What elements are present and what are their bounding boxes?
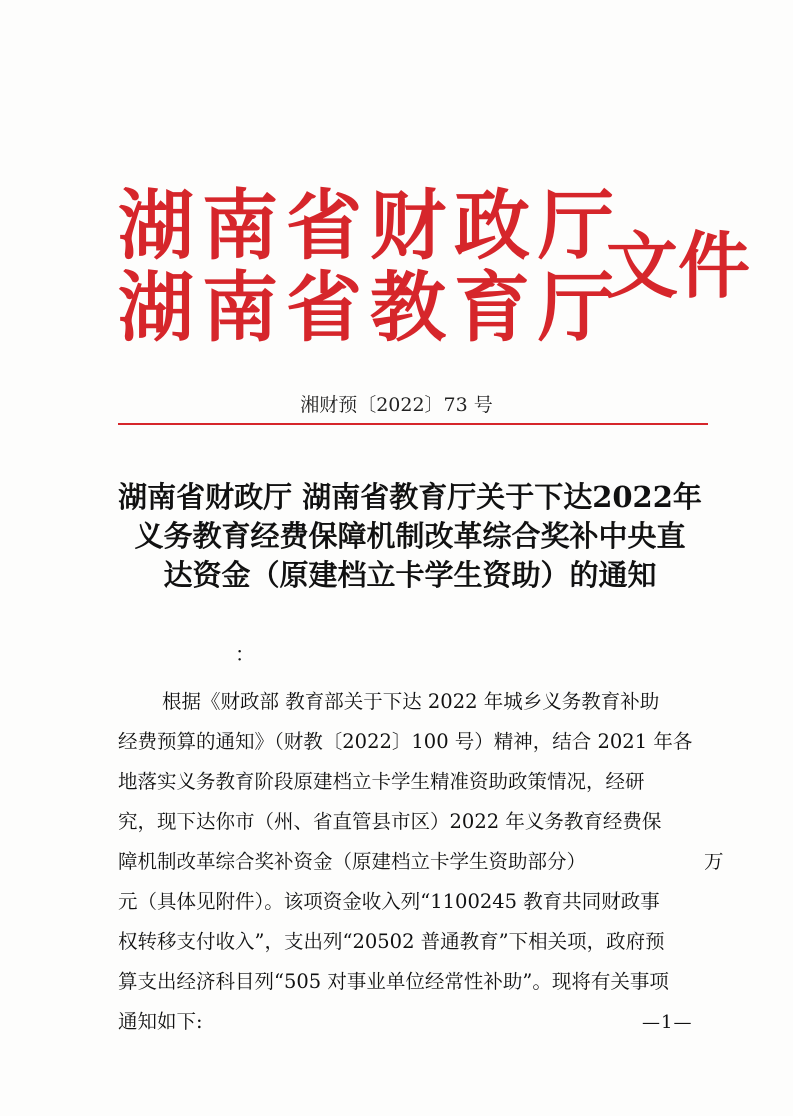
amount-unit: 万: [704, 850, 724, 873]
document-title: [100, 478, 720, 595]
body-line: 根据《财政部 教育部关于下达 2022 年城乡义务教育补助: [162, 690, 660, 713]
document-number: 湘财预〔2022〕73 号: [300, 394, 493, 416]
page-number: —1—: [642, 1012, 693, 1033]
salutation: ：: [235, 642, 255, 666]
document-type-label: 文件: [606, 223, 751, 308]
title-line: 达资金（原建档立卡学生资助）的通知: [163, 558, 657, 592]
title-line: 湖南省财政厅 湖南省教育厅关于下达2022年: [118, 480, 702, 514]
body-line: 权转移支付收入”，支出列“20502 普通教育”下相关项，政府预: [118, 930, 665, 953]
title-line: 义务教育经费保障机制改革综合奖补中央直: [134, 519, 686, 553]
red-header: [118, 178, 751, 358]
issuing-org-finance: 湖南省财政厅: [118, 181, 622, 270]
body-line: 元（具体见附件）。该项资金收入列“1100245 教育共同财政事: [118, 890, 660, 913]
body-line: 究，现下达你市（州、省直管县市区）2022 年义务教育经费保: [118, 810, 662, 833]
body-line: 地落实义务教育阶段原建档立卡学生精准资助政策情况，经研: [118, 770, 645, 793]
body-line-text: 障机制改革综合奖补资金（原建档立卡学生资助部分）: [118, 850, 587, 873]
issuing-org-education: 湖南省教育厅: [118, 263, 622, 352]
body-line: 通知如下:: [118, 1010, 203, 1033]
body-line: 算支出经济科目列“505 对事业单位经常性补助”。现将有关事项: [118, 970, 669, 993]
body-text: [118, 682, 724, 1042]
body-line: 经费预算的通知》（财教〔2022〕100 号）精神，结合 2021 年各: [118, 730, 693, 753]
red-separator-line: [118, 423, 708, 425]
body-line: [118, 842, 724, 882]
